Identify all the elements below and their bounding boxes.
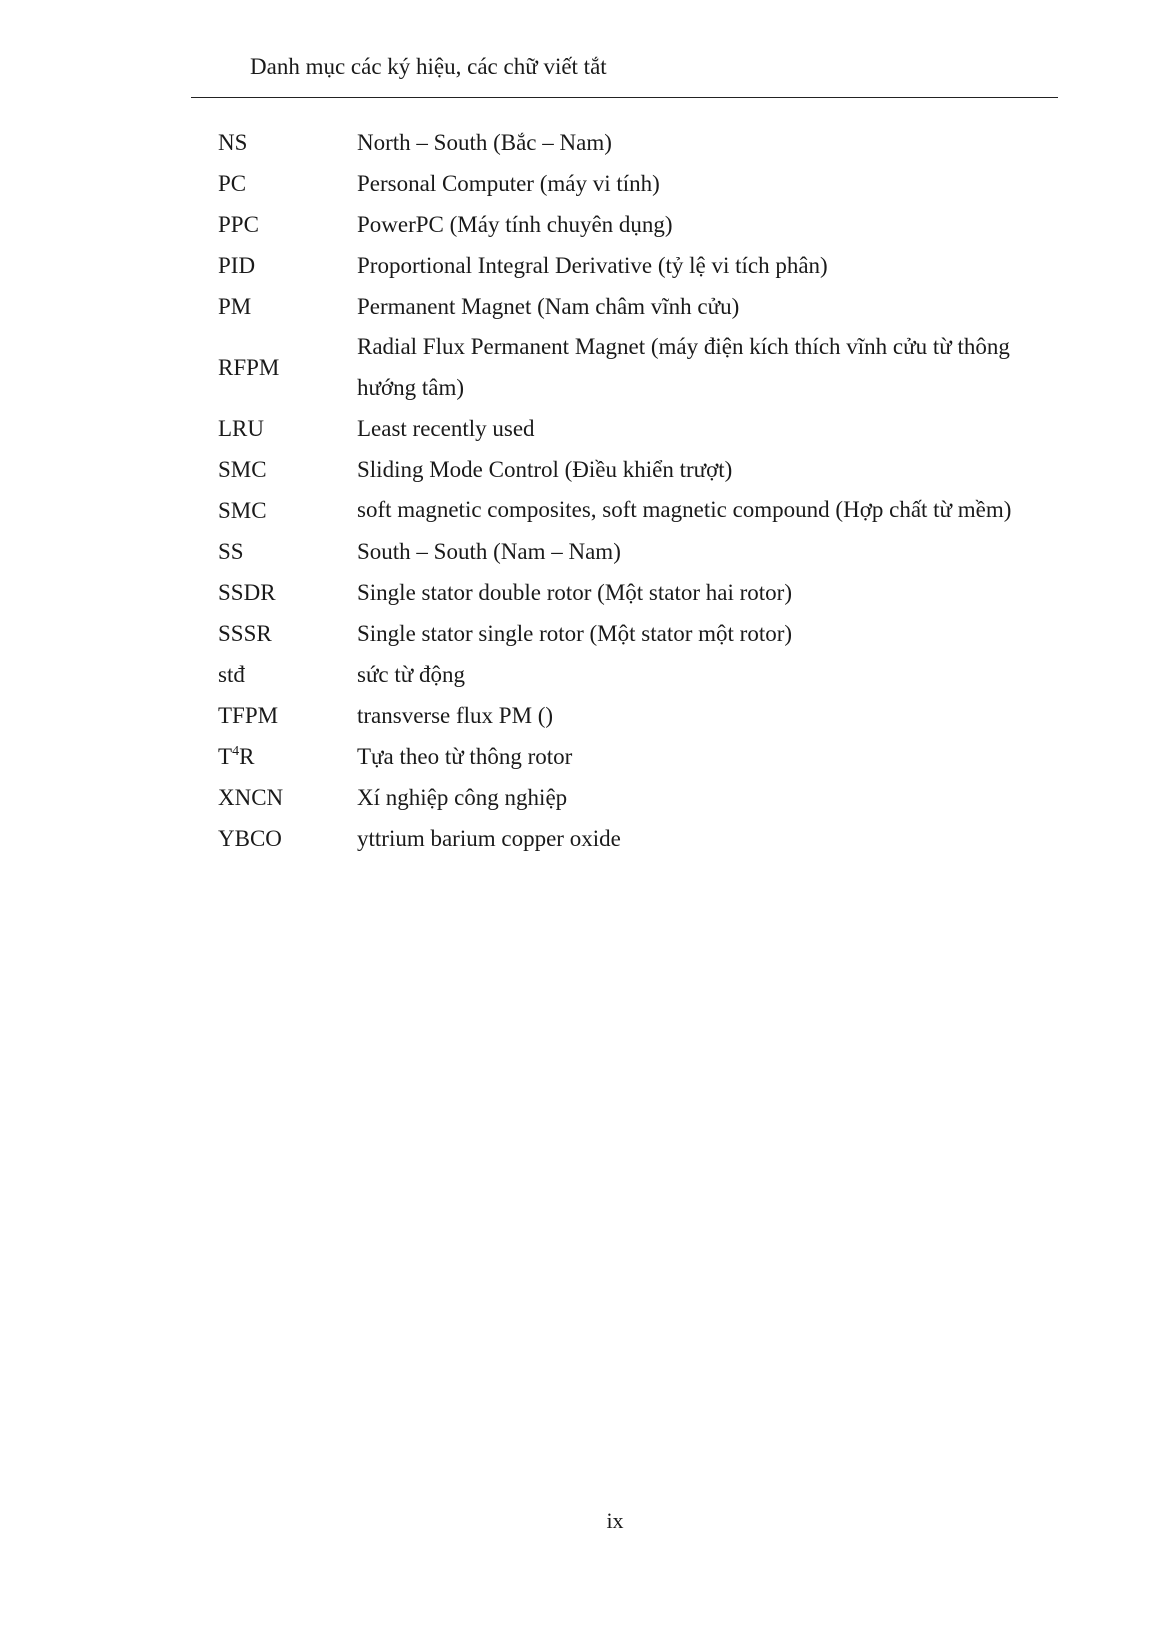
abbreviation-row (218, 695, 1038, 736)
abbreviation-term: XNCN (218, 785, 284, 810)
abbreviation-term: TFPM (218, 703, 279, 728)
abbreviation-definition: South – South (Nam – Nam) (357, 539, 621, 564)
page-number: ix (606, 1508, 624, 1533)
abbreviation-row (218, 122, 1038, 163)
abbreviation-row (218, 163, 1038, 204)
abbreviation-definition: Least recently used (357, 416, 535, 441)
abbreviation-definition: soft magnetic composites, soft magnetic compound (Hợp chất từ mềm) (357, 497, 1012, 523)
abbreviation-row (218, 408, 1038, 449)
abbreviation-definition: Tựa theo từ thông rotor (357, 744, 573, 769)
abbreviation-term (218, 736, 357, 777)
abbreviation-row (218, 777, 1038, 818)
abbreviation-row (218, 204, 1038, 245)
abbreviation-term: LRU (218, 416, 264, 441)
abbreviation-term: NS (218, 130, 248, 155)
abbreviation-definition: North – South (Bắc – Nam) (357, 130, 612, 155)
abbreviation-term: SSSR (218, 621, 272, 646)
abbreviation-row (218, 531, 1038, 572)
running-header-title: Danh mục các ký hiệu, các chữ viết tắt (250, 54, 607, 79)
header-divider (191, 97, 1058, 98)
abbreviation-row (218, 736, 1038, 777)
abbreviation-term: SMC (218, 457, 267, 482)
abbreviation-definition: Permanent Magnet (Nam châm vĩnh cửu) (357, 294, 740, 319)
abbreviation-term-tail: R (239, 744, 255, 769)
abbreviation-definition: Xí nghiệp công nghiệp (357, 785, 568, 810)
abbreviation-row (218, 490, 1038, 531)
abbreviation-definition: Proportional Integral Derivative (tỷ lệ vi tích phân) (357, 253, 828, 278)
abbreviation-term: PPC (218, 212, 259, 237)
abbreviation-term: PM (218, 294, 252, 319)
abbreviation-row (218, 654, 1038, 695)
abbreviation-term: PID (218, 253, 256, 278)
abbreviation-definition: Personal Computer (máy vi tính) (357, 171, 660, 196)
abbreviation-row (218, 818, 1038, 859)
abbreviation-term-base: T (218, 744, 233, 769)
abbreviation-row (218, 245, 1038, 286)
abbreviation-term: SS (218, 539, 244, 564)
abbreviation-row (218, 613, 1038, 654)
abbreviation-list (218, 122, 1038, 859)
abbreviation-definition: Single stator single rotor (Một stator một rotor) (357, 621, 793, 646)
abbreviation-term: RFPM (218, 355, 280, 380)
abbreviation-term: SSDR (218, 580, 276, 605)
abbreviation-definition: Sliding Mode Control (Điều khiển trượt) (357, 457, 733, 482)
abbreviation-definition: Single stator double rotor (Một stator hai rotor) (357, 580, 793, 605)
abbreviation-row (218, 449, 1038, 490)
abbreviation-row (218, 286, 1038, 327)
abbreviation-definition: PowerPC (Máy tính chuyên dụng) (357, 212, 673, 237)
abbreviation-definition: transverse flux PM () (357, 703, 554, 728)
abbreviation-term: PC (218, 171, 247, 196)
abbreviation-term: YBCO (218, 826, 282, 851)
abbreviation-definition: yttrium barium copper oxide (357, 826, 621, 851)
abbreviation-definition: sức từ động (357, 662, 465, 687)
abbreviation-term: stđ (218, 662, 245, 687)
abbreviation-term: SMC (218, 498, 267, 523)
abbreviation-row (218, 572, 1038, 613)
abbreviation-term-superscript: 4 (232, 744, 240, 759)
abbreviation-row (218, 327, 1038, 408)
abbreviation-definition: Radial Flux Permanent Magnet (máy điện kích thích vĩnh cửu từ thông hướng tâm) (357, 334, 1010, 400)
